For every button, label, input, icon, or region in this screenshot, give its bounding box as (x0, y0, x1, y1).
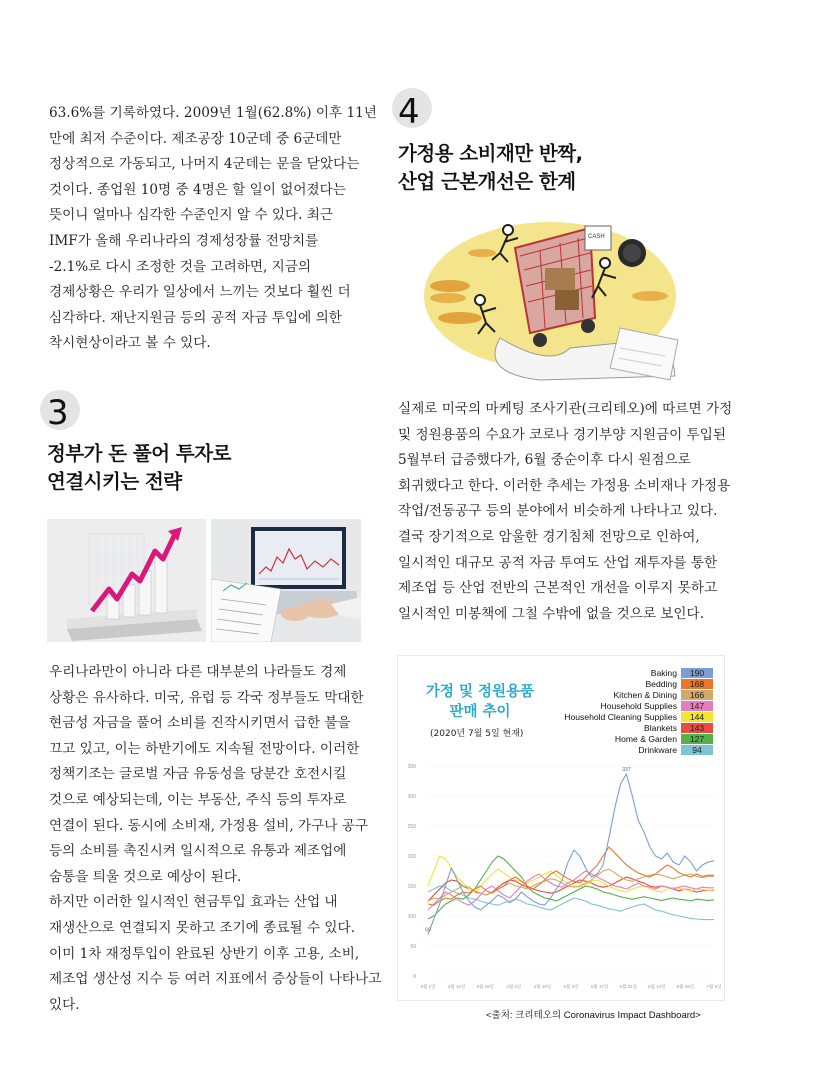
text-line: 있다. (49, 996, 80, 1013)
growth-chart-photo (47, 519, 206, 642)
text-line: 5월부터 급증했다가, 6월 중순이후 다시 원점으로 (398, 452, 691, 469)
legend-item (398, 712, 724, 723)
legend-label: Household Supplies (600, 701, 677, 711)
text-line: 만에 최저 수준이다. 제조공장 10군데 중 6군데만 (49, 130, 342, 147)
x-tick-label: 3월 1일 (420, 984, 436, 989)
text-line: 뜻이니 얼마나 심각한 수준인지 알 수 있다. 최근 (49, 207, 334, 224)
text-line: 결국 장기적으로 암울한 경기침체 전망으로 인하여, (398, 528, 700, 545)
text-line: 재생산으로 연결되지 못하고 조기에 종료될 수 있다. (49, 919, 356, 936)
legend-value: 144 (681, 712, 713, 722)
text-line: 등의 소비를 촉진시켜 일시적으로 유통과 제조업에 (49, 843, 347, 860)
text-line: 현금성 자금을 풀어 소비를 진작시키면서 급한 불을 (49, 715, 351, 732)
legend-item (398, 701, 724, 712)
text-line: 경제상황은 우리가 일상에서 느끼는 것보다 훨씬 더 (49, 284, 351, 301)
y-tick-label: 250 (407, 824, 416, 830)
sales-trend-chart (398, 656, 724, 1000)
legend-label: Kitchen & Dining (613, 690, 677, 700)
heading-line: 가정용 소비재만 반짝, (398, 142, 583, 165)
text-line: 심각하다. 재난지원금 등의 공적 자금 투입에 의한 (49, 309, 342, 326)
x-tick-label: 6월 14일 (648, 984, 666, 989)
text-line: 일시적인 대규모 공적 자금 투여도 산업 재투자를 통한 (398, 554, 718, 571)
heading-line: 정부가 돈 풀어 투자로 (47, 442, 231, 465)
section-4-heading (398, 140, 583, 196)
section-3-number: 3 (47, 393, 69, 433)
data-annotation: 69 (425, 927, 431, 934)
text-line: 회귀했다고 한다. 이러한 추세는 가정용 소비재나 가정용 (398, 477, 731, 494)
chart-source: <출처: 크리테오의 Coronavirus Impact Dashboard> (486, 1010, 701, 1021)
legend-label: Bedding (645, 679, 677, 689)
y-tick-label: 300 (407, 794, 416, 800)
legend-value: 147 (681, 701, 713, 711)
legend-value: 190 (681, 668, 713, 678)
legend-label: Home & Garden (614, 734, 677, 744)
x-tick-label: 7월 5일 (706, 984, 722, 989)
y-tick-label: 350 (407, 764, 416, 770)
text-line: IMF가 올해 우리나라의 경제성장률 전망치를 (49, 232, 319, 249)
legend-label: Blankets (644, 723, 677, 733)
laptop-documents-photo (211, 519, 361, 642)
cart-illustration-svg (420, 208, 680, 383)
y-tick-label: 50 (410, 944, 416, 950)
text-line: 제조업 생산성 지수 등 여러 지표에서 증상들이 나타나고 (49, 971, 382, 988)
y-tick-label: 0 (413, 974, 416, 980)
receipt-label: CASH (588, 234, 605, 240)
section-4-paragraph (398, 397, 733, 627)
heading-line: 연결시키는 전략 (47, 470, 182, 493)
legend-value: 168 (681, 679, 713, 689)
text-line: 및 정원용품의 수요가 코로나 경기부양 지원금이 투입된 (398, 426, 726, 443)
section-3-paragraph (49, 660, 384, 1018)
intro-paragraph (49, 101, 379, 357)
x-tick-label: 6월 28일 (676, 984, 695, 989)
chart-title-line: 판매 추이 (449, 704, 511, 720)
text-line: 상황은 유사하다. 미국, 유럽 등 각국 정부들도 막대한 (49, 689, 364, 706)
legend-value: 127 (681, 734, 713, 744)
legend-value: 143 (681, 723, 713, 733)
text-line: 정책기조는 글로벌 자금 유동성을 당분간 호전시킬 (49, 766, 347, 783)
text-line: 숨통을 틔울 것으로 예상이 된다. (49, 868, 242, 885)
legend-item (398, 723, 724, 734)
text-line: 63.6%를 기록하였다. 2009년 1월(62.8%) 이후 11년 (49, 105, 377, 121)
legend-item (398, 679, 724, 690)
x-tick-label: 5월 3일 (563, 984, 579, 989)
y-tick-label: 150 (407, 884, 416, 890)
legend-value: 94 (681, 745, 713, 755)
x-tick-label: 3월 15일 (447, 984, 466, 989)
legend-value: 166 (681, 690, 713, 700)
section-3-heading (47, 440, 231, 496)
text-line: 일시적인 미봉책에 그칠 수밖에 없을 것으로 보인다. (398, 605, 705, 622)
y-tick-label: 100 (407, 914, 416, 920)
heading-line: 산업 근본개선은 한계 (398, 170, 576, 193)
text-line: 착시현상이라고 볼 수 있다. (49, 335, 211, 352)
text-line: 실제로 미국의 마케팅 조사기관(크리테오)에 따르면 가정 (398, 401, 733, 417)
chart-subtitle: (2020년 7월 5일 현재) (430, 729, 524, 739)
legend-label: Baking (650, 668, 677, 678)
shopping-cart-illustration (420, 208, 680, 383)
legend-item (398, 734, 724, 745)
text-line: 우리나라만이 아니라 다른 대부분의 나라들도 경제 (49, 664, 347, 680)
text-line: 하지만 이러한 일시적인 현금투입 효과는 산업 내 (49, 894, 338, 911)
section-4-number: 4 (398, 92, 420, 132)
x-tick-label: 5월 31일 (619, 984, 637, 989)
x-tick-label: 3월 29일 (476, 984, 494, 989)
x-tick-label: 4월 5일 (506, 984, 522, 989)
legend-label: Drinkware (638, 745, 677, 755)
text-line: 것으로 예상되는데, 이는 부동산, 주식 등의 투자로 (49, 791, 347, 808)
text-line: 것이다. 종업원 10명 중 4명은 할 일이 없어졌다는 (49, 181, 346, 198)
legend-item (398, 690, 724, 701)
chart-legend (398, 668, 724, 758)
text-line: 작업/전동공구 등의 분야에서 비슷하게 나타나고 있다. (398, 503, 718, 520)
text-line: 이미 1차 재정투입이 완료된 상반기 이후 고용, 소비, (49, 945, 360, 962)
data-annotation: 337 (622, 766, 631, 773)
legend-label: Household Cleaning Supplies (564, 712, 677, 722)
laptop-documents-photo-svg (211, 519, 361, 642)
legend-item (398, 745, 724, 756)
y-tick-label: 200 (407, 854, 416, 860)
text-line: 연결이 된다. 동시에 소비재, 가정용 설비, 가구나 공구 (49, 817, 368, 834)
text-line: 제조업 등 산업 전반의 근본적인 개선을 이루지 못하고 (398, 580, 718, 597)
x-tick-label: 4월 19일 (533, 984, 552, 989)
chart-title-line: 가정 및 정원용품 (425, 684, 535, 700)
chart-plot (398, 758, 724, 998)
x-tick-label: 5월 17일 (590, 984, 609, 989)
text-line: -2.1%로 다시 조정한 것을 고려하면, 지금의 (49, 258, 312, 275)
legend-item (398, 668, 724, 679)
growth-chart-photo-svg (47, 519, 206, 642)
series-line-baking (428, 774, 714, 935)
text-line: 끄고 있고, 이는 하반기에도 지속될 전망이다. 이러한 (49, 740, 360, 757)
text-line: 정상적으로 가동되고, 나머지 4군데는 문을 닫았다는 (49, 156, 360, 173)
